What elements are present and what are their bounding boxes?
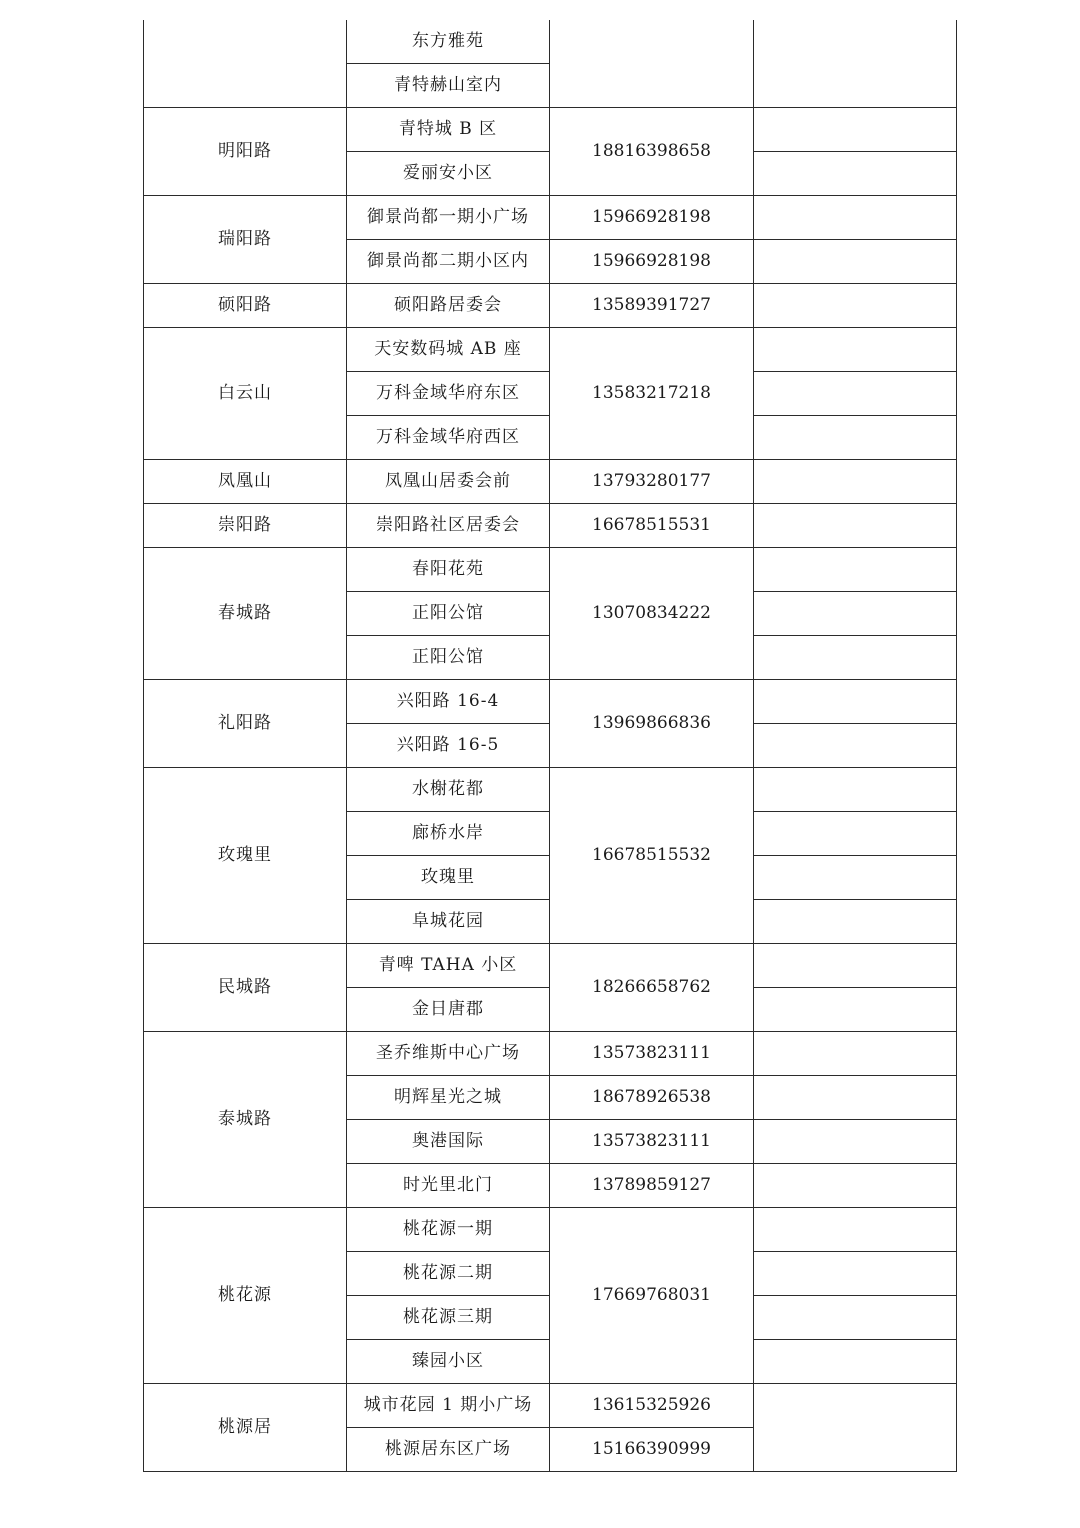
district-cell: 硕阳路 — [144, 284, 347, 328]
location-cell: 春阳花苑 — [347, 548, 550, 592]
extra-cell — [754, 416, 957, 460]
extra-cell — [754, 1340, 957, 1384]
extra-cell — [754, 152, 957, 196]
extra-cell — [754, 680, 957, 724]
phone-cell: 13615325926 — [550, 1384, 754, 1428]
district-cell: 礼阳路 — [144, 680, 347, 768]
phone-cell: 16678515532 — [550, 768, 754, 944]
phone-cell: 13573823111 — [550, 1120, 754, 1164]
extra-cell — [754, 724, 957, 768]
phone-cell: 18816398658 — [550, 108, 754, 196]
district-cell: 玫瑰里 — [144, 768, 347, 944]
table-row — [144, 284, 957, 328]
location-cell: 廊桥水岸 — [347, 812, 550, 856]
location-cell: 阜城花园 — [347, 900, 550, 944]
phone-cell: 18678926538 — [550, 1076, 754, 1120]
location-cell: 圣乔维斯中心广场 — [347, 1032, 550, 1076]
table-row — [144, 328, 957, 372]
location-cell: 硕阳路居委会 — [347, 284, 550, 328]
table-row — [144, 1208, 957, 1252]
location-cell: 兴阳路 16-4 — [347, 680, 550, 724]
extra-cell — [754, 548, 957, 592]
location-cell: 奥港国际 — [347, 1120, 550, 1164]
phone-cell: 17669768031 — [550, 1208, 754, 1384]
extra-cell — [754, 504, 957, 548]
location-cell: 城市花园 1 期小广场 — [347, 1384, 550, 1428]
district-cell: 凤凰山 — [144, 460, 347, 504]
extra-cell — [754, 20, 957, 108]
district-cell: 瑞阳路 — [144, 196, 347, 284]
district-cell: 桃花源 — [144, 1208, 347, 1384]
location-cell: 御景尚都一期小广场 — [347, 196, 550, 240]
district-cell: 白云山 — [144, 328, 347, 460]
location-cell: 东方雅苑 — [347, 20, 550, 64]
extra-cell — [754, 196, 957, 240]
extra-cell — [754, 592, 957, 636]
district-cell: 春城路 — [144, 548, 347, 680]
location-cell: 正阳公馆 — [347, 636, 550, 680]
extra-cell — [754, 1120, 957, 1164]
extra-cell — [754, 372, 957, 416]
table-row — [144, 1032, 957, 1076]
table-row — [144, 1384, 957, 1428]
location-cell: 万科金域华府东区 — [347, 372, 550, 416]
extra-cell — [754, 812, 957, 856]
phone-cell: 13793280177 — [550, 460, 754, 504]
location-cell: 万科金域华府西区 — [347, 416, 550, 460]
extra-cell — [754, 1252, 957, 1296]
extra-cell — [754, 900, 957, 944]
table-row — [144, 680, 957, 724]
location-cell: 青特赫山室内 — [347, 64, 550, 108]
district-cell: 民城路 — [144, 944, 347, 1032]
location-cell: 桃花源三期 — [347, 1296, 550, 1340]
location-cell: 青特城 B 区 — [347, 108, 550, 152]
location-cell: 正阳公馆 — [347, 592, 550, 636]
phone-cell: 13589391727 — [550, 284, 754, 328]
extra-cell — [754, 460, 957, 504]
district-cell: 崇阳路 — [144, 504, 347, 548]
phone-cell: 13070834222 — [550, 548, 754, 680]
location-cell: 青啤 TAHA 小区 — [347, 944, 550, 988]
location-cell: 金日唐郡 — [347, 988, 550, 1032]
extra-cell — [754, 108, 957, 152]
extra-cell — [754, 1296, 957, 1340]
extra-cell — [754, 944, 957, 988]
phone-cell: 15966928198 — [550, 240, 754, 284]
table-row — [144, 548, 957, 592]
district-cell: 泰城路 — [144, 1032, 347, 1208]
extra-cell — [754, 240, 957, 284]
extra-cell — [754, 988, 957, 1032]
location-cell: 水榭花都 — [347, 768, 550, 812]
phone-cell: 15166390999 — [550, 1428, 754, 1472]
table-row — [144, 20, 957, 64]
location-cell: 天安数码城 AB 座 — [347, 328, 550, 372]
extra-cell — [754, 1076, 957, 1120]
phone-cell: 16678515531 — [550, 504, 754, 548]
table-container — [143, 20, 957, 1472]
extra-cell — [754, 1208, 957, 1252]
location-cell: 桃源居东区广场 — [347, 1428, 550, 1472]
table-row — [144, 504, 957, 548]
table-row — [144, 108, 957, 152]
phone-cell: 15966928198 — [550, 196, 754, 240]
phone-cell: 13583217218 — [550, 328, 754, 460]
district-cell: 明阳路 — [144, 108, 347, 196]
phone-cell: 13573823111 — [550, 1032, 754, 1076]
extra-cell — [754, 856, 957, 900]
location-cell: 臻园小区 — [347, 1340, 550, 1384]
location-cell: 桃花源二期 — [347, 1252, 550, 1296]
phone-cell — [550, 20, 754, 108]
location-cell: 爱丽安小区 — [347, 152, 550, 196]
table-row — [144, 944, 957, 988]
phone-cell: 13969866836 — [550, 680, 754, 768]
location-cell: 御景尚都二期小区内 — [347, 240, 550, 284]
district-cell — [144, 20, 347, 108]
location-cell: 凤凰山居委会前 — [347, 460, 550, 504]
location-cell: 桃花源一期 — [347, 1208, 550, 1252]
extra-cell — [754, 768, 957, 812]
extra-cell — [754, 284, 957, 328]
extra-cell — [754, 328, 957, 372]
location-cell: 兴阳路 16-5 — [347, 724, 550, 768]
location-cell: 玫瑰里 — [347, 856, 550, 900]
extra-cell — [754, 1384, 957, 1472]
extra-cell — [754, 1164, 957, 1208]
location-cell: 时光里北门 — [347, 1164, 550, 1208]
extra-cell — [754, 1032, 957, 1076]
location-cell: 崇阳路社区居委会 — [347, 504, 550, 548]
contact-table — [143, 20, 957, 1472]
table-row — [144, 768, 957, 812]
table-row — [144, 460, 957, 504]
location-cell: 明辉星光之城 — [347, 1076, 550, 1120]
district-cell: 桃源居 — [144, 1384, 347, 1472]
table-row — [144, 196, 957, 240]
phone-cell: 18266658762 — [550, 944, 754, 1032]
phone-cell: 13789859127 — [550, 1164, 754, 1208]
extra-cell — [754, 636, 957, 680]
